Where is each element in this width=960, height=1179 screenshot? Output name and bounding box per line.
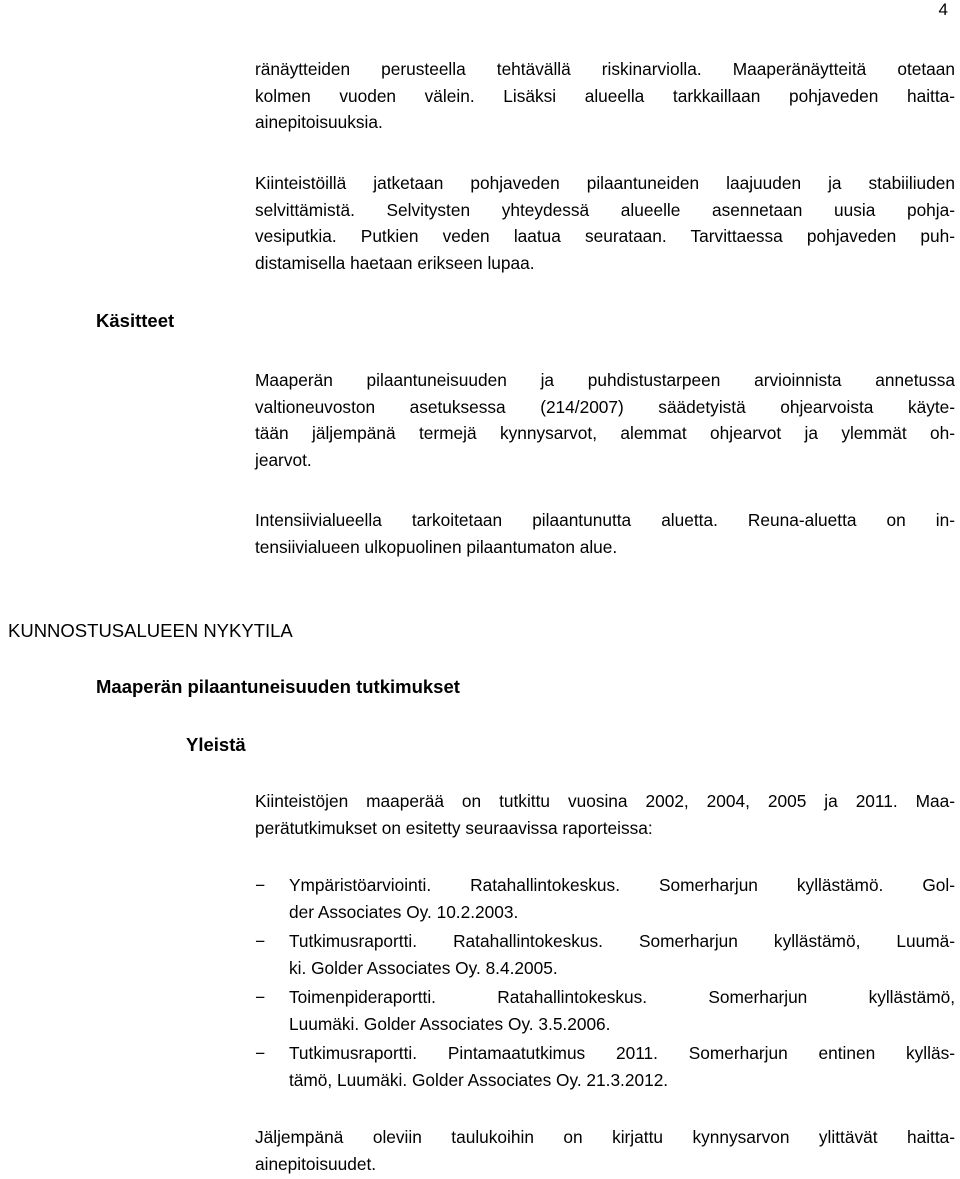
heading-sub: Maaperän pilaantuneisuuden tutkimukset xyxy=(96,676,460,697)
reference-line: der Associates Oy. 10.2.2003. xyxy=(289,901,519,922)
text-line: distamisella haetaan erikseen lupaa. xyxy=(255,252,535,273)
text-line: ränäytteiden perusteella tehtävällä riskinarviolla. Maaperänäytteitä otetaan xyxy=(255,59,955,79)
reference-item xyxy=(255,984,955,1037)
text-line: Intensiivialueella tarkoitetaan pilaantunutta aluetta. Reuna-aluetta on in- xyxy=(255,510,955,530)
text-line: Maaperän pilaantuneisuuden ja puhdistustarpeen arvioinnista annetussa xyxy=(255,370,955,390)
paragraph-terms xyxy=(255,367,955,473)
text-line: vesiputkia. Putkien veden laatua seurataan. Tarvittaessa pohjaveden puh- xyxy=(255,226,955,246)
text-line: Kiinteistöjen maaperää on tutkittu vuosina 2002, 2004, 2005 ja 2011. Maa- xyxy=(255,791,955,811)
heading-main: KUNNOSTUSALUEEN NYKYTILA xyxy=(8,620,293,641)
reference-item xyxy=(255,928,955,981)
reference-item xyxy=(255,1040,955,1093)
text-line: ainepitoisuuksia. xyxy=(255,112,383,132)
paragraph-investigations xyxy=(255,788,955,841)
page-number: 4 xyxy=(938,0,948,19)
text-line: Kiinteistöillä jatketaan pohjaveden pilaantuneiden laajuuden ja stabiiliuden xyxy=(255,173,955,193)
text-line: tensiivialueen ulkopuolinen pilaantumaton alue. xyxy=(255,536,618,557)
text-line: selvittämistä. Selvitysten yhteydessä alueelle asennetaan uusia pohja- xyxy=(255,199,955,220)
paragraph-groundwater xyxy=(255,170,955,276)
dash-bullet: − xyxy=(255,931,266,951)
dash-bullet: − xyxy=(255,1043,266,1063)
reference-line: ki. Golder Associates Oy. 8.4.2005. xyxy=(289,957,558,978)
reference-line: Luumäki. Golder Associates Oy. 3.5.2006. xyxy=(289,1013,611,1034)
heading-subsub: Yleistä xyxy=(186,734,246,755)
paragraph-sampling xyxy=(255,56,955,136)
text-line: valtioneuvoston asetuksessa (214/2007) säädetyistä ohjearvoista käyte- xyxy=(255,396,955,417)
reference-line: Tutkimusraportti. Ratahallintokeskus. Somerharjun kyllästämö, Luumä- xyxy=(289,931,955,951)
dash-bullet: − xyxy=(255,987,266,1007)
reference-line: tämö, Luumäki. Golder Associates Oy. 21.3.2012. xyxy=(289,1069,669,1090)
text-line: jearvot. xyxy=(255,449,312,470)
reference-line: Tutkimusraportti. Pintamaatutkimus 2011. Somerharjun entinen kylläs- xyxy=(289,1043,955,1063)
text-line: kolmen vuoden välein. Lisäksi alueella tarkkaillaan pohjaveden haitta- xyxy=(255,85,955,106)
text-line: tään jäljempänä termejä kynnysarvot, alemmat ohjearvot ja ylemmät oh- xyxy=(255,423,955,443)
reference-list xyxy=(255,872,955,1096)
text-line: ainepitoisuudet. xyxy=(255,1153,377,1174)
dash-bullet: − xyxy=(255,875,266,895)
paragraph-intensive-area xyxy=(255,507,955,560)
reference-line: Toimenpideraportti. Ratahallintokeskus. Somerharjun kyllästämö, xyxy=(289,987,955,1007)
reference-item xyxy=(255,872,955,925)
reference-line: Ympäristöarviointi. Ratahallintokeskus. Somerharjun kyllästämö. Gol- xyxy=(289,875,955,895)
heading-kasitteet: Käsitteet xyxy=(96,310,175,331)
text-line: perätutkimukset on esitetty seuraavissa raporteissa: xyxy=(255,817,653,838)
text-line: Jäljempänä oleviin taulukoihin on kirjattu kynnysarvon ylittävät haitta- xyxy=(255,1127,955,1147)
paragraph-tables-note xyxy=(255,1124,955,1177)
